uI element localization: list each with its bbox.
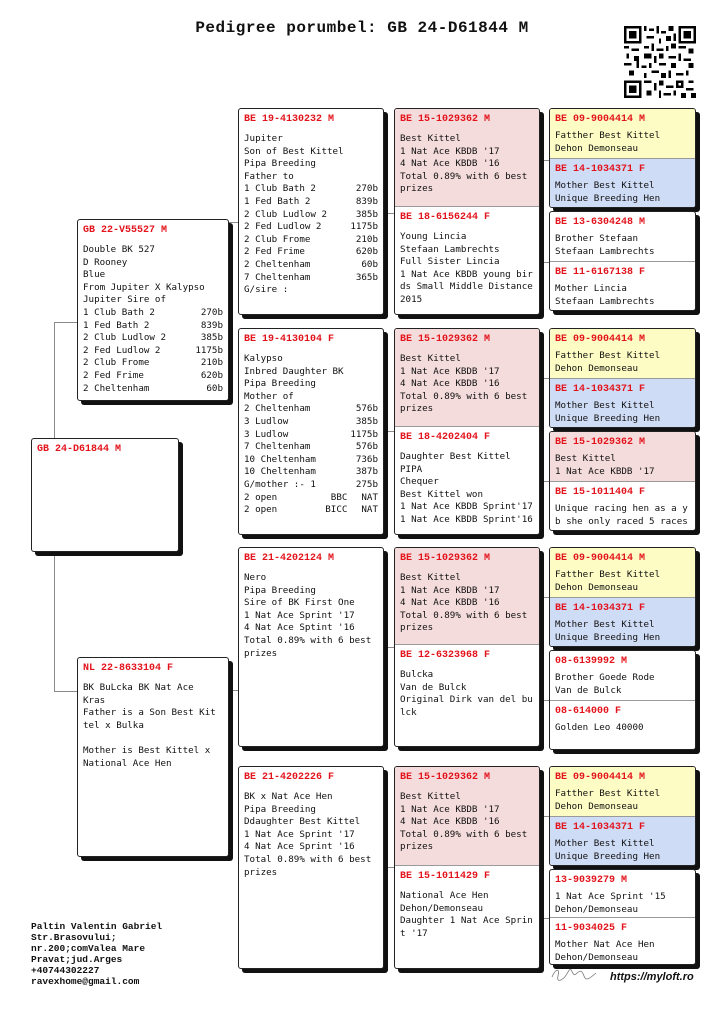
sire-line: Blue (83, 269, 106, 281)
gggp-card[interactable]: BE 15-1029362 M Best Kittel 1 Nat Ace KBDB '17 BE 15-1011404 F Unique racing hen as a y b she only raced 5 races (549, 431, 696, 531)
owner-locality: Pravat;jud.Arges (31, 954, 123, 965)
gp-result: 2 Cheltenham 60b (244, 258, 378, 270)
owner-email: ravexhome@gmail.com (31, 976, 140, 987)
gp-ring: BE 19-4130232 M (244, 114, 335, 125)
gggp-card[interactable]: BE 09-9004414 M Fatther Best Kittel Dehon Demonseau BE 14-1034371 F Mother Best Kittel Unique Breeding Hen (549, 766, 696, 866)
qr-code (624, 26, 696, 98)
sire-line: From Jupiter X Kalypso (83, 281, 205, 293)
gp-result: 2 Cheltenham 576b (244, 403, 378, 415)
gp-ring: BE 21-4202226 F (244, 772, 335, 783)
gp-result: 1 Club Bath 2 270b (244, 183, 378, 195)
gp-result: 7 Cheltenham 365b (244, 271, 378, 283)
sire-result: 2 Fed Ludlow 2 1175b (83, 344, 223, 356)
gp-result: G/mother :- 1 275b (244, 478, 378, 490)
signature-icon (550, 966, 600, 982)
gggp-card[interactable]: BE 09-9004414 M Fatther Best Kittel Dehon Demonseau BE 14-1034371 F Mother Best Kittel Unique Breeding Hen (549, 108, 696, 208)
gp-result: 2 Club Frome 210b (244, 233, 378, 245)
gp-result: 10 Cheltenham 736b (244, 453, 378, 465)
gggp-card[interactable]: 08-6139992 M Brother Goede Rode Van de Bulck 08-614000 F Golden Leo 40000 (549, 650, 696, 750)
grandsire-paternal-card[interactable]: BE 19-4130232 M Jupiter Son of Best Kittel Pipa Breeding Father to 1 Club Bath 2 270b 1 Fed Bath 2 839b 2 Club Ludlow 2 385b 2 Fed Ludlow 2 1175b 2 Club Frome 210b 2 Fed Frime 620b 2 Cheltenham 60b 7 Cheltenham 365b G/sire : (238, 108, 384, 315)
sire-line: D Rooney (83, 256, 128, 268)
gp-result: 2 open BBC NAT (244, 491, 378, 503)
ggp-card[interactable]: BE 15-1029362 M Best Kittel 1 Nat Ace KBDB '17 4 Nat Ace KBDB '16 Total 0.89% with 6 best prizes BE 18-4202404 F Daughter Best Kittel PIPA Chequer Best Kittel won 1 Nat Ace KBDB Sprint'17 1 Nat Ace KBDB Sprint'16 (394, 328, 540, 535)
sire-result: 1 Club Bath 2 270b (83, 306, 223, 318)
owner-name: Paltin Valentin Gabriel (31, 921, 163, 932)
ggp-card[interactable]: BE 15-1029362 M Best Kittel 1 Nat Ace KBDB '17 4 Nat Ace KBDB '16 Total 0.89% with 6 best prizes BE 12-6323968 F Bulcka Van de Bulck Original Dirk van del bu lck (394, 547, 540, 747)
gggp-card[interactable]: BE 13-6304248 M Brother Stefaan Stefaan Lambrechts BE 11-6167138 F Mother Lincia Stefaan Lambrechts (549, 211, 696, 311)
sire-ring: GB 22-V55527 M (83, 225, 168, 236)
sire-result: 1 Fed Bath 2 839b (83, 319, 223, 331)
gp-result: 2 Fed Ludlow 2 1175b (244, 221, 378, 233)
gggp-card[interactable]: 13-9039279 M 1 Nat Ace Sprint '15 Dehon/Demonseau 11-9034025 F Mother Nat Ace Hen Dehon/Demonseau (549, 869, 696, 965)
owner-street: Str.Brasovului; (31, 932, 117, 943)
gp-result: 3 Ludlow 1175b (244, 428, 378, 440)
dam-ring: NL 22-8633104 F (83, 663, 174, 674)
website-link[interactable]: https://myloft.ro (610, 971, 694, 983)
gp-result: 2 open BICC NAT (244, 504, 378, 516)
owner-number: nr.200;comValea Mare (31, 943, 146, 954)
sire-line: Jupiter Sire of (83, 294, 166, 306)
gp-result: 7 Cheltenham 576b (244, 441, 378, 453)
granddam-paternal-card[interactable]: BE 19-4130104 F Kalypso Inbred Daughter BK Pipa Breeding Mother of 2 Cheltenham 576b 3 Ludlow 385b 3 Ludlow 1175b 7 Cheltenham 576b 10 Cheltenham 736b 10 Cheltenham 387b G/mother :- 1 275b 2 open BBC NAT 2 open BICC NAT (238, 328, 384, 535)
gp-ring: BE 21-4202124 M (244, 553, 335, 564)
dam-description: BK BuLcka BK Nat Ace Kras Father is a Son Best Kit tel x Bulka Mother is Best Kittel x National Ace Hen (83, 682, 216, 769)
gp-result: 3 Ludlow 385b (244, 415, 378, 427)
sire-result: 2 Cheltenham 60b (83, 382, 223, 394)
subject-ring: GB 24-D61844 M (37, 444, 122, 455)
ggp-card[interactable]: BE 15-1029362 M Best Kittel 1 Nat Ace KBDB '17 4 Nat Ace KBDB '16 Total 0.89% with 6 best prizes BE 18-6156244 F Young Lincia Stefaan Lambrechts Full Sister Lincia 1 Nat Ace KBDB young bir ds Small Middle Distance 2015 (394, 108, 540, 315)
dam-card[interactable] (77, 657, 229, 857)
gggp-card[interactable]: BE 09-9004414 M Fatther Best Kittel Dehon Demonseau BE 14-1034371 F Mother Best Kittel Unique Breeding Hen (549, 547, 696, 647)
gp-result: 10 Cheltenham 387b (244, 466, 378, 478)
page-title: Pedigree porumbel: GB 24-D61844 M (195, 19, 529, 37)
grandsire-maternal-card[interactable]: BE 21-4202124 M Nero Pipa Breeding Sire of BK First One 1 Nat Ace Sprint '17 4 Nat Ace Sptint '16 Total 0.89% with 6 best prizes (238, 547, 384, 747)
sire-result: 2 Club Ludlow 2 385b (83, 332, 223, 344)
owner-phone: +40744302227 (31, 965, 100, 976)
gp-result: 2 Fed Frime 620b (244, 246, 378, 258)
gp-ring: BE 19-4130104 F (244, 334, 335, 345)
sire-result: 2 Fed Frime 620b (83, 369, 223, 381)
owner-contact (31, 921, 162, 987)
gp-result: 1 Fed Bath 2 839b (244, 195, 378, 207)
ggp-card[interactable]: BE 15-1029362 M Best Kittel 1 Nat Ace KBDB '17 4 Nat Ace KBDB '16 Total 0.89% with 6 best prizes BE 15-1011429 F National Ace Hen Dehon/Demonseau Daughter 1 Nat Ace Sprin t '17 (394, 766, 540, 969)
subject-card[interactable] (31, 438, 179, 552)
gggp-card[interactable]: BE 09-9004414 M Fatther Best Kittel Dehon Demonseau BE 14-1034371 F Mother Best Kittel Unique Breeding Hen (549, 328, 696, 428)
granddam-maternal-card[interactable]: BE 21-4202226 F BK x Nat Ace Hen Pipa Breeding Ddaughter Best Kittel 1 Nat Ace Sprint '17 4 Nat Ace Sprint '16 Total 0.89% with 6 best prizes (238, 766, 384, 969)
gp-result: 2 Club Ludlow 2 385b (244, 208, 378, 220)
sire-card[interactable] (77, 219, 229, 401)
sire-line: Double BK 527 (83, 244, 155, 255)
sire-result: 2 Club Frome 210b (83, 357, 223, 369)
